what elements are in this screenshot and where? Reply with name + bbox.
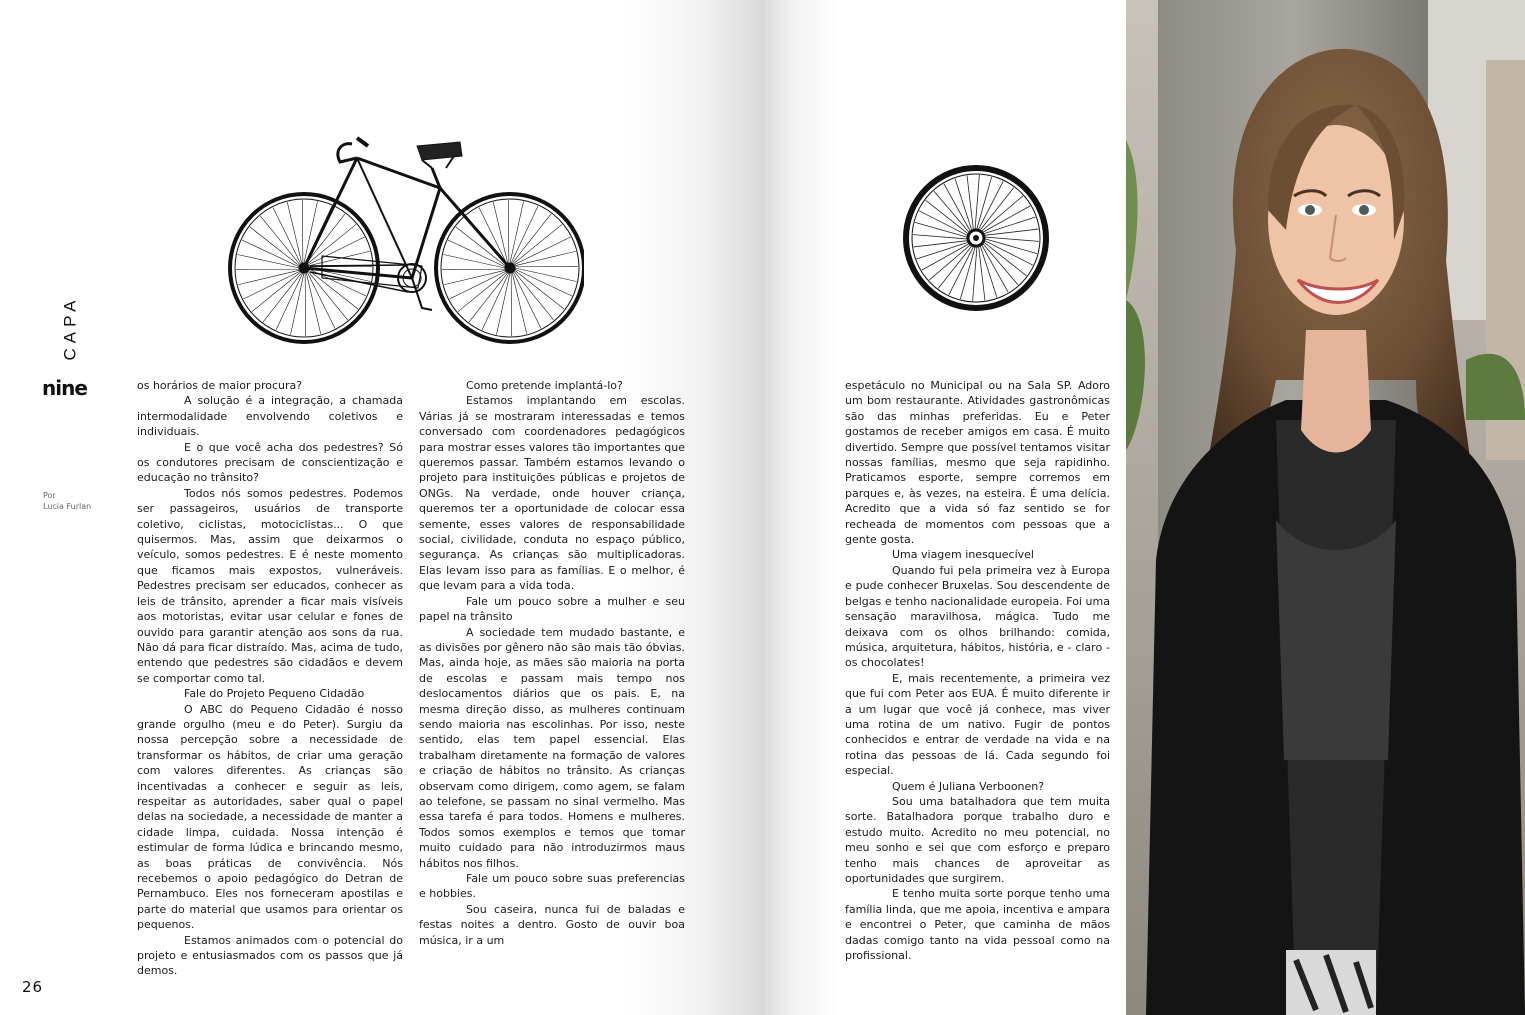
byline-author: Lucia Furlan xyxy=(43,502,92,511)
section-label xyxy=(48,295,88,361)
question: Como pretende implantá-lo? xyxy=(466,379,623,392)
paragraph: Sou uma batalhadora que tem muita sorte. Batalhadora porque trabalho duro e estudo muito. Acredito no meu potencial, no meu sonho e sei que com esforço e preparo tenho mais chances de aproveitar as oportunidades que surgirem. xyxy=(845,794,1110,885)
wheel-drawing xyxy=(900,162,1052,314)
section-label-text: CAPA xyxy=(60,295,80,361)
paragraph: Estamos implantando em escolas. Várias já se mostraram interessadas e temos conversado com coordenadores pedagógicos para mostrar esses valores tão importantes que queremos passar. Também estamos levando o projeto para instituições públicas e projetos de ONGs. Na verdade, onde houver criança, queremos ter a oportunidade de colocar essa semente, esses valores de responsabilidade social, civilidade, conduta no espaço público, segurança. As crianças são multiplicadoras. Elas levam isso para as famílias. E o melhor, é que levam para a vida toda. xyxy=(419,394,685,593)
bicycle-wheel-illustration xyxy=(900,162,1052,314)
question: Uma viagem inesquecível xyxy=(892,548,1034,562)
question: Fale um pouco sobre suas preferencias e hobbies. xyxy=(419,872,685,901)
paragraph: Quando fui pela primeira vez à Europa e pude conhecer Bruxelas. Sou descendente de belgas e tenho nacionalidade europeia. Foi uma sensação maravilhosa, mágica. Tudo me deixava com os olhos brilhando: comida, música, arquitetura, hábitos, história, e - claro - os chocolates! xyxy=(845,563,1110,670)
byline xyxy=(43,490,91,512)
paragraph: Estamos animados com o potencial do projeto e entusiasmados com os passos que já demos. xyxy=(137,933,403,978)
paragraph: Todos nós somos pedestres. Podemos ser passageiros, usuários de transporte coletivo, ciclistas, motociclistas... O que quisermos. Mas, assim que deixarmos o veículo, somos pedestres. E é neste momento que ficamos mais expostos, vulneráveis. Pedestres precisam ser educados, conhecer as leis de trânsito, aprender a ficar mais visíveis aos motoristas, evitar usar celular e fones de ouvido para garantir atenção aos sons da rua. Não dá para ficar distraído. Mas, acima de tudo, entendo que pedestres são cidadãos e devem se comportar como tal. xyxy=(137,486,403,685)
paragraph: os horários de maior procura? xyxy=(137,379,303,392)
article-column-2 xyxy=(419,378,685,948)
portrait-photo xyxy=(1126,0,1525,1015)
paragraph: espetáculo no Municipal ou na Sala SP. Adoro um bom restaurante. Atividades gastronômicas são das minhas preferidas. Eu e Peter gostamos de receber amigos em casa. É muito divertido. Sempre que possível tentamos visitar nossas famílias, mesmo que seja rapidinho. Praticamos esporte, sempre corremos em parques e, às vezes, na esteira. É uma delícia. Acredito que a vida só faz sentido se for recheada de momentos com pessoas que a gente gosta. xyxy=(845,379,1110,547)
question: E o que você acha dos pedestres? Só os condutores precisam de conscientização e educação no trânsito? xyxy=(137,440,403,485)
question: Fale um pouco sobre a mulher e seu papel na trânsito xyxy=(419,594,685,624)
question: Quem é Juliana Verboonen? xyxy=(892,779,1045,793)
brand-logo: nine xyxy=(42,376,87,400)
article-column-3 xyxy=(845,378,1110,963)
article-column-1 xyxy=(137,378,403,979)
page-number: 26 xyxy=(22,978,44,996)
byline-prefix: Por xyxy=(43,491,56,500)
paragraph: O ABC do Pequeno Cidadão é nosso grande orgulho (meu e do Peter). Surgiu da nossa percepção sobre a necessidade de transformar os hábitos, de criar uma geração com valores diferentes. As crianças são incentivadas a conhecer e seguir as leis, respeitar as autoridades, saber qual o papel delas na sociedade, a necessidade de manter a cidade limpa, cuidada. Nossa intenção é estimular de forma lúdica e brincando mesmo, as boas práticas de convivência. Nós recebemos o apoio pedagógico do Detran de Pernambuco. Eles nos forneceram apostilas e parte do material que usamos para orientar os pequenos. xyxy=(137,702,403,932)
bicycle-drawing xyxy=(222,128,584,350)
paragraph: Sou caseira, nunca fui de baladas e festas noites a dentro. Gosto de ouvir boa música, ir a um xyxy=(419,902,685,947)
portrait-drawing xyxy=(1126,0,1525,1015)
paragraph: E, mais recentemente, a primeira vez que fui com Peter aos EUA. É muito diferente ir a um lugar que você já conhece, mas viver uma rotina de um nativo. Fugir de pontos conhecidos e entrar de verdade na vida e na rotina das pessoas de lá. Cada segundo foi especial. xyxy=(845,671,1110,778)
vintage-bicycle-illustration xyxy=(222,128,584,350)
paragraph: E tenho muita sorte porque tenho uma família linda, que me apoia, incentiva e ampara e encontrei o Peter, que caminha de mãos dadas comigo tanto na vida pessoal como na profissional. xyxy=(845,887,1110,963)
question: Fale do Projeto Pequeno Cidadão xyxy=(184,687,365,701)
paragraph: A sociedade tem mudado bastante, e as divisões por gênero não são mais tão óbvias. Mas, ainda hoje, as mães são maioria na porta de escolas e passam mais tempo nos deslocamentos diários que os pais. E, na mesma direção disso, as mulheres continuam sendo maioria nas escolinhas. Por isso, neste sentido, elas tem papel essencial. Elas trabalham diretamente na formação de valores e criação de hábitos no trânsito. As crianças observam como dirigem, como agem, se falam ao telefone, se passam no sinal vermelho. Mas essa tarefa é para todos. Homens e mulheres. Todos somos exemplos e temos que tomar muito cuidado para não introduzirmos maus hábitos nos filhos. xyxy=(419,625,685,870)
paragraph: A solução é a integração, a chamada intermodalidade envolvendo coletivos e individuais. xyxy=(137,394,403,439)
